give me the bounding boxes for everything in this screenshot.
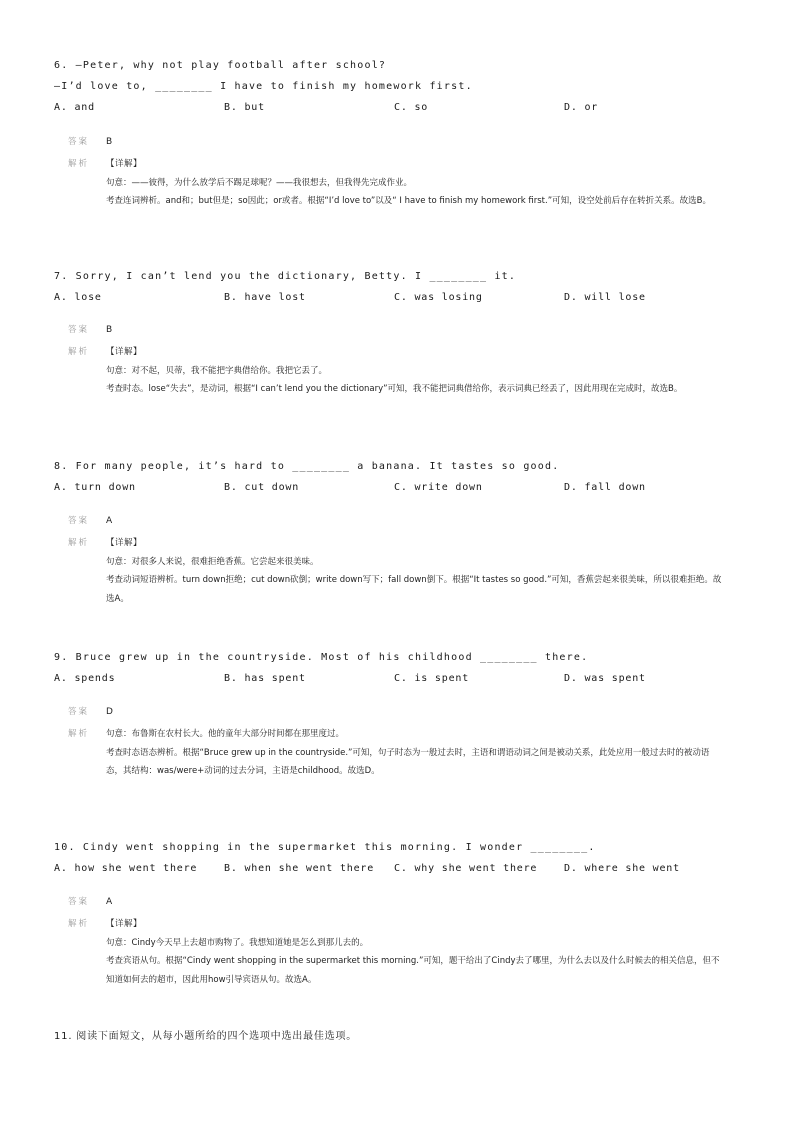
option-b: B. but	[224, 102, 265, 113]
analysis-line: 考查时态。lose“失去”，是动词，根据“I can’t lend you the dictionary”可知，我不能把词典借给你，表示词典已经丢了，因此用现在完成时，故选B。	[106, 384, 683, 394]
option-a: A. turn down	[54, 482, 136, 493]
analysis-block	[54, 725, 754, 781]
option-b: B. when she went there	[224, 863, 375, 874]
answer-row	[54, 893, 754, 911]
question-9	[54, 647, 754, 781]
analysis-line: 句意：对很多人来说，很难拒绝香蕉。它尝起来很美味。	[106, 556, 319, 567]
analysis-block	[54, 534, 754, 608]
question-6	[54, 55, 754, 211]
analysis-line: 句意：布鲁斯在农村长大。他的童年大部分时间都在那里度过。	[106, 729, 345, 739]
answer-value: B	[106, 137, 113, 147]
analysis-label: 解析	[68, 538, 90, 548]
answer-row	[54, 512, 754, 530]
answer-value: D	[106, 707, 113, 717]
analysis-line: 句意：——彼得，为什么放学后不踢足球呢？——我很想去，但我得先完成作业。	[106, 177, 413, 188]
options-row	[54, 97, 754, 118]
analysis-line: 考查时态语态辨析。根据“Bruce grew up in the countryside.”可知，句子时态为一般过去时，主语和谓语动词之间是被动关系，此处应用一般过去时的被动语态，其结构：was/were+动词的过去分词，主语是childhood。故选D。	[106, 747, 710, 776]
option-d: D. fall down	[564, 482, 646, 493]
option-d: D. will lose	[564, 292, 646, 303]
option-b: B. has spent	[224, 673, 306, 684]
question-stem-line: 6. —Peter, why not play football after school?	[54, 60, 387, 71]
question-stem-line: 9. Bruce grew up in the countryside. Most of his childhood ________ there.	[54, 652, 589, 663]
answer-value: A	[106, 516, 113, 526]
answer-value: A	[106, 897, 113, 907]
answer-label: 答案	[68, 325, 90, 335]
option-b: B. have lost	[224, 292, 306, 303]
detail-heading: 【详解】	[106, 347, 143, 357]
option-d: D. where she went	[564, 863, 680, 874]
options-row	[54, 668, 754, 689]
question-stem-line: —I’d love to, ________ I have to finish my homework first.	[54, 81, 473, 92]
options-row	[54, 858, 754, 879]
question-stem-line: 7. Sorry, I can’t lend you the dictionary, Betty. I ________ it.	[54, 271, 517, 282]
option-c: C. was losing	[394, 292, 483, 303]
options-row	[54, 477, 754, 498]
analysis-line: 句意：Cindy今天早上去超市购物了。我想知道她是怎么到那儿去的。	[106, 937, 369, 948]
option-d: D. or	[564, 102, 599, 113]
answer-row	[54, 133, 754, 151]
analysis-line: 考查动词短语辨析。turn down拒绝；cut down砍倒；write down写下；fall down倒下。根据“It tastes so good.”可知，香蕉尝起来很美味，所以很难拒绝。故选A。	[106, 575, 722, 604]
answer-row	[54, 703, 754, 721]
option-c: C. why she went there	[394, 863, 538, 874]
analysis-line: 句意：对不起，贝蒂，我不能把字典借给你。我把它丢了。	[106, 365, 328, 376]
option-d: D. was spent	[564, 673, 646, 684]
analysis-line: 考查连词辨析。and和；but但是；so因此；or或者。根据“I’d love to”以及“ I have to finish my homework first.”可知，设空处前后存在转折关系。故选B。	[106, 196, 711, 206]
question-stem-line: 10. Cindy went shopping in the supermarket this morning. I wonder ________.	[54, 842, 596, 853]
option-b: B. cut down	[224, 482, 300, 493]
answer-label: 答案	[68, 137, 90, 147]
question-10	[54, 837, 754, 989]
answer-label: 答案	[68, 707, 90, 717]
answer-label: 答案	[68, 516, 90, 526]
question-7	[54, 266, 754, 399]
analysis-block	[54, 155, 754, 211]
detail-heading: 【详解】	[106, 159, 143, 169]
question-8	[54, 456, 754, 608]
question-stem-line: 8. For many people, it’s hard to ________ a banana. It tastes so good.	[54, 461, 560, 472]
detail-heading: 【详解】	[106, 538, 143, 548]
option-a: A. how she went there	[54, 863, 198, 874]
options-row	[54, 287, 754, 308]
answer-label: 答案	[68, 897, 90, 907]
option-a: A. and	[54, 102, 95, 113]
option-a: A. spends	[54, 673, 116, 684]
analysis-label: 解析	[68, 729, 90, 739]
analysis-label: 解析	[68, 347, 90, 357]
option-a: A. lose	[54, 292, 102, 303]
analysis-block	[54, 343, 754, 399]
option-c: C. write down	[394, 482, 483, 493]
answer-row	[54, 321, 754, 339]
analysis-block	[54, 915, 754, 989]
detail-heading: 【详解】	[106, 919, 143, 929]
option-c: C. is spent	[394, 673, 470, 684]
section-title: 11. 阅读下面短文，从每小题所给的四个选项中选出最佳选项。	[54, 1031, 358, 1042]
analysis-line: 考查宾语从句。根据“Cindy went shopping in the supermarket this morning.”可知，题干给出了Cindy去了哪里，为什么去以及什么时候去的相关信息，但不知道如何去的超市，因此用how引导宾语从句。故选A。	[106, 956, 720, 985]
analysis-label: 解析	[68, 919, 90, 929]
answer-value: B	[106, 325, 113, 335]
analysis-label: 解析	[68, 159, 90, 169]
option-c: C. so	[394, 102, 429, 113]
